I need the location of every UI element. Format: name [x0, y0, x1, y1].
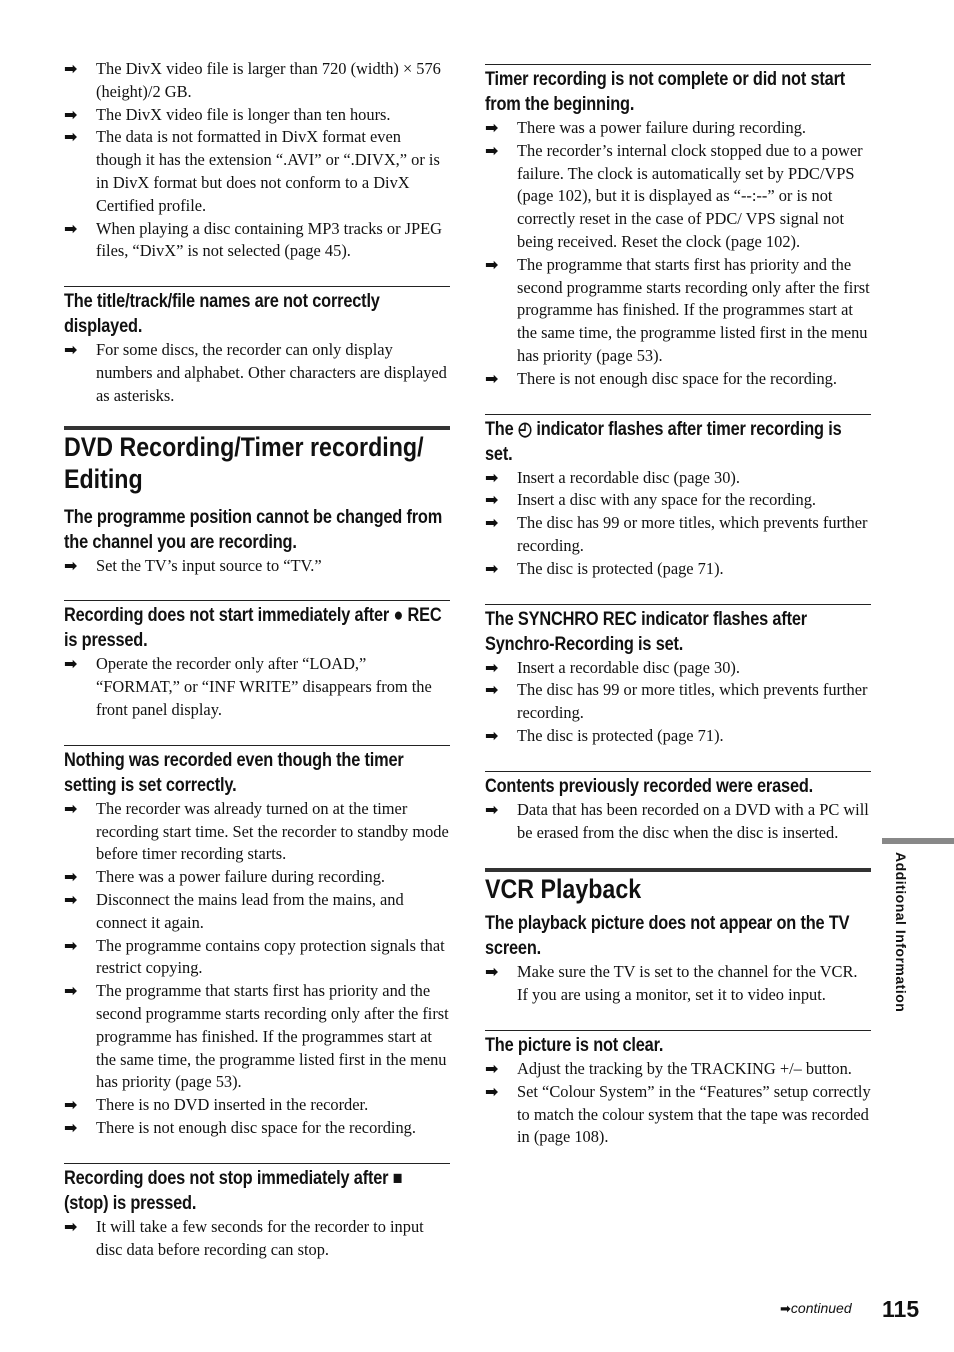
continued-label: continued: [790, 1300, 852, 1316]
answer-item: [485, 140, 871, 254]
answer-item: [485, 1081, 871, 1149]
question-rec-not-stop: [64, 1163, 450, 1262]
answer-item: [485, 512, 871, 558]
question-heading: Nothing was recorded even though the timer setting is set correctly.: [64, 749, 404, 796]
answer-text: Data that has been recorded on a DVD with a PC will be erased from the disc when the disc is inserted.: [517, 799, 869, 842]
answer-item: [64, 104, 450, 127]
answer-text: There is not enough disc space for the recording.: [96, 1117, 416, 1137]
answer-item: [64, 555, 450, 578]
page-number: 115: [882, 1296, 920, 1322]
answer-item: [64, 58, 450, 104]
arrow-icon: ➡: [485, 513, 499, 533]
arrow-icon: ➡: [485, 254, 499, 274]
answer-text: Adjust the tracking by the TRACKING +/– button.: [517, 1058, 852, 1078]
question-synchro-rec-flashes: [485, 604, 871, 748]
arrow-icon: ➡: [485, 799, 499, 819]
answer-text: There is not enough disc space for the recording.: [517, 368, 837, 388]
answer-text: The recorder was already turned on at the timer recording start time. Set the recorder to standby mode before timer recording starts.: [96, 798, 449, 864]
answer-text: When playing a disc containing MP3 tracks or JPEG files, “DivX” is not selected (page 45).: [96, 218, 442, 261]
arrow-icon: ➡: [64, 889, 78, 909]
arrow-icon: ➡: [64, 867, 78, 887]
question-programme-position: [64, 505, 450, 578]
arrow-icon: ➡: [64, 1117, 78, 1137]
question-picture-not-clear: [485, 1030, 871, 1149]
answer-list: [485, 657, 871, 748]
answer-text: The DivX video file is larger than 720 (width) × 576 (height)/2 GB.: [96, 59, 441, 101]
answer-text: Make sure the TV is set to the channel for the VCR. If you are using a monitor, set it to video input.: [517, 962, 858, 1005]
arrow-icon: ➡: [64, 59, 78, 78]
question-nothing-recorded: [64, 745, 450, 1140]
answer-text: Insert a disc with any space for the recording.: [517, 490, 817, 510]
arrow-icon: ➡: [485, 490, 499, 510]
answer-text: The recorder’s internal clock stopped due to a power failure. The clock is automatically set by PDC/VPS (page 102), but it is displayed as “--:--” or is not correctly reset in the case of PDC/ VPS signal not being received. Reset the clock (page 102).: [517, 140, 863, 251]
answer-text: The disc has 99 or more titles, which prevents further recording.: [517, 513, 868, 555]
answer-item: [64, 1117, 450, 1140]
answer-item: [485, 1058, 871, 1081]
answer-item: [64, 889, 450, 935]
question-heading: Timer recording is not complete or did not start from the beginning.: [485, 69, 846, 115]
answer-item: [485, 254, 871, 368]
arrow-icon: ➡: [485, 1058, 499, 1078]
answer-item: [64, 980, 450, 1094]
arrow-icon: ➡: [485, 962, 499, 982]
question-heading: The picture is not clear.: [485, 1034, 664, 1056]
answer-item: [485, 489, 871, 512]
answer-list: [64, 798, 450, 1140]
question-heading: The title/track/file names are not correctly displayed.: [64, 291, 380, 338]
arrow-icon: ➡: [485, 467, 499, 487]
answer-text: There was a power failure during recording.: [517, 118, 806, 137]
answer-text: The disc is protected (page 71).: [517, 725, 724, 745]
continued-note: [780, 1300, 852, 1317]
question-timer-incomplete: [485, 64, 871, 391]
question-heading: Recording does not stop immediately after ■ (stop) is pressed.: [64, 1167, 403, 1214]
arrow-icon: ➡: [64, 555, 78, 575]
arrow-icon: ➡: [485, 140, 499, 160]
arrow-icon: ➡: [485, 558, 499, 578]
section-vcr-playback: [485, 868, 871, 905]
answer-text: The DivX video file is longer than ten hours.: [96, 104, 391, 124]
answer-item: [485, 117, 871, 140]
arrow-icon: ➡: [780, 1302, 791, 1317]
answer-item: [64, 1216, 450, 1262]
arrow-icon: ➡: [64, 104, 78, 124]
section-heading: VCR Playback: [485, 874, 642, 905]
right-column: [485, 58, 871, 1149]
arrow-icon: ➡: [485, 657, 499, 677]
question-timer-indicator-flashes: [485, 414, 871, 581]
answer-item: [485, 558, 871, 581]
question-contents-erased: [485, 771, 871, 845]
arrow-icon: ➡: [64, 654, 78, 674]
arrow-icon: ➡: [64, 127, 78, 147]
question-title-names: [64, 286, 450, 407]
section-dvd-recording: [64, 426, 450, 495]
answer-text: Disconnect the mains lead from the mains, and connect it again.: [96, 889, 404, 932]
answer-item: [64, 218, 450, 264]
arrow-icon: ➡: [64, 935, 78, 955]
sidebar-label: Additional Information: [893, 852, 909, 1013]
question-no-playback-picture: [485, 911, 871, 1007]
answer-item: [485, 679, 871, 725]
question-heading: Recording does not start immediately after ● REC is pressed.: [64, 605, 442, 652]
answer-text: The programme that starts first has priority and the second programme starts recording only after the first programme has finished. If the programmes start at the same time, the programme listed first in the menu has priority (page 53).: [517, 254, 870, 365]
question-heading: Contents previously recorded were erased.: [485, 775, 814, 797]
answer-item: [485, 467, 871, 490]
question-heading: The programme position cannot be changed from the channel you are recording.: [64, 506, 443, 553]
answer-item: [485, 657, 871, 680]
answer-item: [485, 961, 871, 1007]
answer-list: [64, 1216, 450, 1262]
left-column: [64, 58, 450, 1261]
answer-list: [485, 117, 871, 391]
answer-text: The data is not formatted in DivX format even though it has the extension “.AVI” or “.DIVX,” or is in DivX format but does not conform to a DivX Certified profile.: [96, 127, 440, 215]
arrow-icon: ➡: [485, 1081, 499, 1101]
answer-list: [485, 467, 871, 581]
question-heading: The ◴ indicator flashes after timer recording is set.: [485, 418, 842, 465]
answer-list: [64, 555, 450, 578]
answer-text: For some discs, the recorder can only display numbers and alphabet. Other characters are displayed as asterisks.: [96, 340, 447, 405]
answer-item: [64, 866, 450, 889]
answer-item: [64, 653, 450, 721]
arrow-icon: ➡: [64, 1095, 78, 1115]
answer-list: [64, 339, 450, 407]
arrow-icon: ➡: [64, 798, 78, 818]
answer-list: [64, 653, 450, 721]
answer-text: Set the TV’s input source to “TV.”: [96, 555, 322, 575]
answer-list: [485, 799, 871, 845]
question-rec-not-start: [64, 600, 450, 721]
arrow-icon: ➡: [64, 340, 78, 360]
answer-text: The disc has 99 or more titles, which prevents further recording.: [517, 680, 868, 723]
answer-item: [485, 725, 871, 748]
arrow-icon: ➡: [64, 1216, 78, 1236]
section-heading: DVD Recording/Timer recording/ Editing: [64, 431, 424, 494]
answer-text: Set “Colour System” in the “Features” setup correctly to match the colour system that the tape was recorded in (page 108).: [517, 1081, 871, 1147]
arrow-icon: ➡: [485, 118, 499, 137]
answer-item: [64, 339, 450, 407]
arrow-icon: ➡: [485, 725, 499, 745]
answer-text: The programme that starts first has priority and the second programme starts recording only after the first programme has finished. If the programmes start at the same time, the programme listed first in the menu has priority (page 53).: [96, 981, 449, 1092]
answer-text: The programme contains copy protection signals that restrict copying.: [96, 935, 445, 978]
answer-item: [64, 935, 450, 981]
question-heading: The playback picture does not appear on the TV screen.: [485, 913, 850, 960]
answer-item: [485, 799, 871, 845]
answer-text: It will take a few seconds for the recorder to input disc data before recording can stop.: [96, 1216, 424, 1259]
answer-text: There was a power failure during recording.: [96, 867, 385, 887]
arrow-icon: ➡: [64, 981, 78, 1001]
arrow-icon: ➡: [485, 680, 499, 700]
intro-bullets: [64, 58, 450, 263]
answer-item: [64, 798, 450, 866]
sidebar-tab-bar: [882, 838, 954, 844]
question-heading: The SYNCHRO REC indicator flashes after Synchro-Recording is set.: [485, 608, 807, 655]
answer-list: [485, 1058, 871, 1149]
answer-list: [485, 961, 871, 1007]
answer-text: The disc is protected (page 71).: [517, 558, 724, 578]
answer-text: There is no DVD inserted in the recorder.: [96, 1095, 369, 1115]
answer-text: Insert a recordable disc (page 30).: [517, 657, 740, 677]
answer-item: [64, 1094, 450, 1117]
arrow-icon: ➡: [485, 368, 499, 388]
answer-text: Insert a recordable disc (page 30).: [517, 467, 740, 487]
answer-item: [485, 368, 871, 391]
answer-text: Operate the recorder only after “LOAD,” “FORMAT,” or “INF WRITE” disappears from the front panel display.: [96, 654, 432, 719]
answer-item: [64, 126, 450, 217]
arrow-icon: ➡: [64, 218, 78, 238]
